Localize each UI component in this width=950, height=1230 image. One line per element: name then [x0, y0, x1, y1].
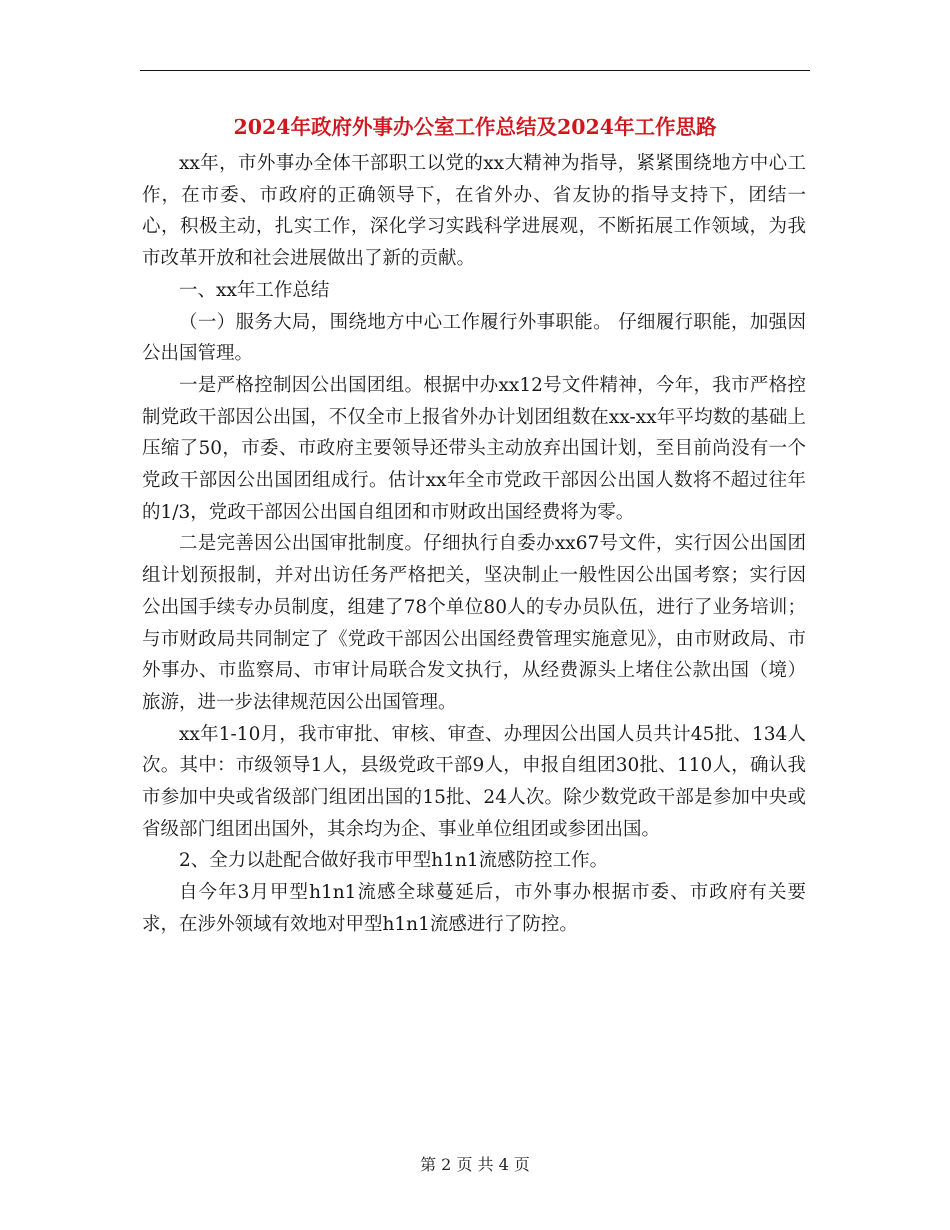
- intro-paragraph: xx年，市外事办全体干部职工以党的xx大精神为指导，紧紧围绕地方中心工作，在市委、市政府的正确领导下，在省外办、省友协的指导支持下，团结一心，积极主动，扎实工作，深化学习实践科学进展观，不断拓展工作领域，为我市改革开放和社会进展做出了新的贡献。: [142, 153, 806, 270]
- body-paragraph: 二是完善因公出国审批制度。仔细执行自委办xx67号文件，实行因公出国团组计划预报制，并对出访任务严格把关，坚决制止一般性因公出国考察；实行因公出国手续专办员制度，组建了78个单位80人的专办员队伍，进行了业务培训；与市财政局共同制定了《党政干部因公出国经费管理实施意见》，由市财政局、市外事办、市监察局、市审计局联合发文执行，从经费源头上堵住公款出国（境）旅游，进一步法律规范因公出国管理。: [142, 533, 806, 713]
- body-paragraph: 自今年3月甲型h1n1流感全球蔓延后，市外事办根据市委、市政府有关要求，在涉外领域有效地对甲型h1n1流感进行了防控。: [142, 882, 806, 935]
- section-heading: 一、xx年工作总结: [179, 279, 330, 301]
- header-rule: [140, 70, 810, 71]
- body-paragraph: xx年1-10月，我市审批、审核、审查、办理因公出国人员共计45批、134人次。其中：市级领导1人，县级党政干部9人，申报自组团30批、110人，确认我市参加中央或省级部门组团出国的15批、24人次。除少数党政干部是参加中央或省级部门组团出国外，其余均为企、事业单位组团或参团出国。: [142, 723, 806, 840]
- subsection-heading: （一）服务大局，围绕地方中心工作履行外事职能。 仔细履行职能，加强因公出国管理。: [142, 311, 806, 365]
- document-body: [142, 148, 806, 941]
- document-title: 2024年政府外事办公室工作总结及2024年工作思路: [233, 115, 717, 139]
- page-number: 第 2 页 共 4 页: [420, 1155, 530, 1174]
- body-paragraph: 一是严格控制因公出国团组。根据中办xx12号文件精神，今年，我市严格控制党政干部因公出国，不仅全市上报省外办计划团组数在xx-xx年平均数的基础上压缩了50，市委、市政府主要领导还带头主动放弃出国计划，至目前尚没有一个党政干部因公出国团组成行。估计xx年全市党政干部因公出国人数将不超过往年的1/3，党政干部因公出国自组团和市财政出国经费将为零。: [142, 374, 806, 523]
- item-heading: 2、全力以赴配合做好我市甲型h1n1流感防控工作。: [179, 850, 609, 872]
